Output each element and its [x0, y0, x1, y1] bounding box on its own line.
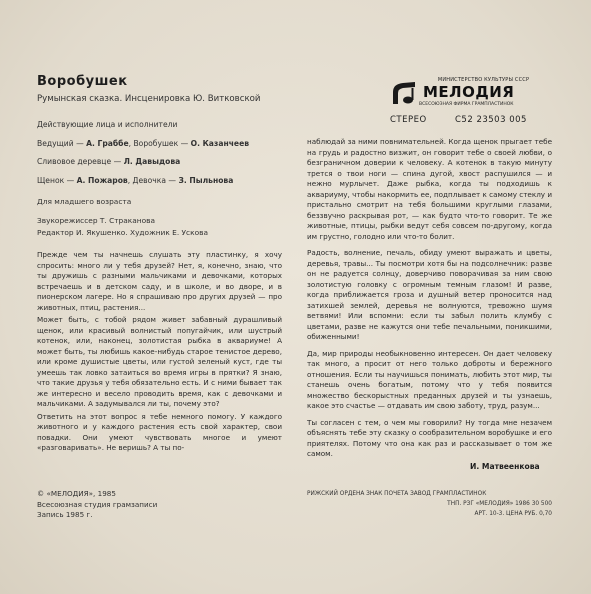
credits-role: , Девочка — [127, 175, 179, 185]
footer-right [307, 489, 552, 519]
ministry-label: МИНИСТЕРСТВО КУЛЬТУРЫ СССР [437, 77, 530, 83]
paragraph: Ответить на этот вопрос я тебе немного помогу. У каждого животного и у каждого растения есть свой характер, свои повадки. Они умеют чувствовать многое и умеют «разговаривать». Не веришь? А ты по- [37, 411, 282, 452]
credits-performer: А. Граббе [86, 138, 129, 148]
credits-line-3 [37, 172, 307, 191]
sound-engineer: Звукорежиссер Т. Страканова [37, 215, 155, 225]
liner-notes-left [37, 250, 282, 456]
paragraph: Да, мир природы необыкновенно интересен. Он дает человеку так много, а просит от него только доброты и бережного отношения. Если ты научишься понимать, любить этот мир, ты станешь очень богатым, потому что у тебя появится множество бескорыстных преданных друзей и ты узнаешь, какое это счастье — отдавать им свою заботу, труд, разум... [307, 348, 552, 410]
paragraph: Радость, волнение, печаль, обиду умеют выражать и цветы, деревья, травы... Ты посмотри хотя бы на подсолнечник: разве он не радуется солнцу, доверчиво поворачивая за ним свою золотистую головку с огромным темным глазом! И разве, когда приближается гроза и душный ветер проносится над затихшей землей, деревья не волнуются, тревожно шумя ветвями! Или вспомни: если ты забыл полить клумбу с цветами, разве не кажутся они тебе печальными, поникшими, обиженными! [307, 248, 552, 341]
credits-role: Щенок — [37, 175, 77, 185]
credits-role: , Воробушек — [128, 138, 191, 148]
credits-heading: Действующие лица и исполнители [37, 120, 178, 129]
credits-performer: А. Пожаров [76, 175, 128, 185]
melodiya-wordmark: МЕЛОДИЯ [423, 83, 515, 101]
author-signature: И. Матвеенкова [470, 462, 540, 471]
credits-performer: Л. Давыдова [123, 157, 181, 166]
catalog-number: С52 23503 005 [455, 115, 527, 125]
paragraph: Ты согласен с тем, о чем мы говорили? Ну тогда мне незачем объяснять тебе эту сказку о сообразительном воробушке и его приятелях. Потому что она как раз и рассказывает о том же самом. [307, 417, 552, 458]
price: АРТ. 10-3. ЦЕНА РУБ. 0,70 [474, 511, 552, 517]
copyright: © «МЕЛОДИЯ», 1985 [37, 489, 116, 498]
credits-line-1 [37, 135, 307, 154]
credits-performer: З. Пыльнова [178, 175, 234, 185]
melodiya-note-icon [389, 79, 419, 109]
recording-year: Запись 1985 г. [37, 510, 93, 519]
age-note: Для младшего возраста [37, 197, 132, 206]
studio: Всесоюзная студия грамзаписи [37, 499, 158, 509]
firm-label: ВСЕСОЮЗНАЯ ФИРМА ГРАМПЛАСТИНОК [419, 102, 514, 107]
paragraph: Может быть, с тобой рядом живет забавный дурашливый щенок, или красивый волнистый попугайчик, или шустрый котенок, или, наконец, золотистая рыбка в аквариуме! А может быть, ты любишь какое-нибудь старое тенистое дерево, или кроме душистые цветы, или густой зеленый куст, где ты умеешь так ловко затаиться во время игры в прятки? Я знаю, что такие друзья у тебя обязательно есть. И с ними бывает так же интересно и весело проводить время, как с девочками и мальчиками. А задумывался ли ты, почему это? [37, 315, 282, 408]
melodiya-logo [389, 77, 552, 111]
paragraph: наблюдай за ними повнимательней. Когда щенок прыгает тебе на грудь и радостно визжит, он говорит тебе о своей любви, о безграничном доверии к человеку. А котенок в такую минуту трется о твои ноги — спина дугой, хвост распушился — и нежно мурлычет. Даже рыбка, когда ты подходишь к аквариуму, чтобы накормить ее, подплывает к самому стеклу и пристально смотрит на тебя большими круглыми глазами, беззвучно раскрывая рот, — как будто что-то говорит. Те же животные, птицы, рыбки ведут себя совсем по-другому, когда им грустно, голодно или что-то болит. [307, 137, 552, 241]
stereo-label: СТЕРЕО [390, 115, 427, 125]
credits-role: Сливовое деревце — [37, 157, 124, 166]
footer-left [37, 489, 157, 521]
credits-performer: О. Казанчеев [190, 138, 250, 148]
factory: РИЖСКИЙ ОРДЕНА ЗНАК ПОЧЕТА ЗАВОД ГРАМПЛАСТИНОК [307, 491, 487, 497]
album-title: Воробушек [37, 74, 128, 89]
liner-notes-right [307, 137, 552, 462]
credits-block [37, 116, 307, 240]
paragraph: Прежде чем ты начнешь слушать эту пластинку, я хочу спросить: много ли у тебя друзей? Нет, я, конечно, знаю, что ты дружишь с разными мальчиками и девочками, которых встречаешь и в детском саду, и в школе, и во дворе, и в пионерском лагере. Но я спрашиваю про других друзей — про животных, птиц, растения... [37, 250, 282, 312]
editor-artist: Редактор И. Якушенко. Художник Е. Ускова [37, 228, 208, 237]
credits-line-2 [37, 153, 307, 172]
credits-role: Ведущий — [37, 138, 87, 148]
album-subtitle: Румынская сказка. Инсценировка Ю. Витковской [37, 94, 261, 104]
tech-conditions: ТНП. РЗГ «МЕЛОДИЯ» 1986 30 500 [447, 501, 552, 507]
